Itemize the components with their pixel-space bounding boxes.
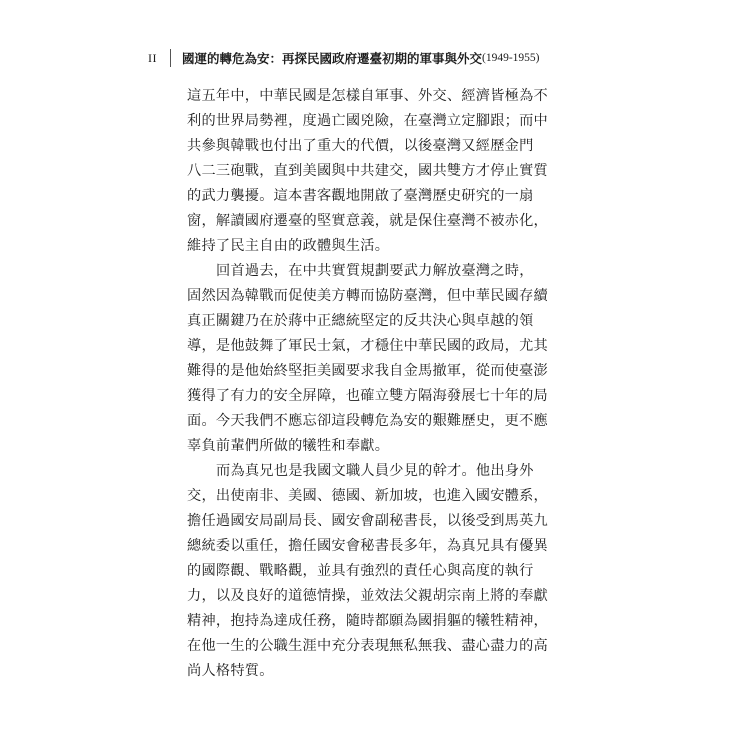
- text-line: 精神，抱持為達成任務，隨時都願為國捐軀的犧牲精神，: [187, 613, 548, 629]
- text-line: 這五年中，中華民國是怎樣自軍事、外交、經濟皆極為不: [187, 88, 548, 104]
- text-line: 總統委以重任，擔任國安會秘書長多年，為真兄具有優異: [187, 538, 548, 554]
- header-divider: [170, 49, 171, 67]
- book-title-years: (1949-1955): [482, 52, 540, 64]
- page-number: II: [148, 50, 157, 65]
- text-line: 八二三砲戰，直到美國與中共建交，國共雙方才停止實質: [187, 163, 548, 179]
- text-line: 力，以及良好的道德情操，並效法父親胡宗南上將的奉獻: [187, 588, 548, 604]
- text-line: 而為真兄也是我國文職人員少見的幹才。他出身外: [216, 463, 534, 479]
- text-line: 難得的是他始終堅拒美國要求我自金馬撤軍，從而使臺澎: [187, 363, 548, 379]
- text-line: 擔任過國安局副局長、國安會副秘書長，以後受到馬英九: [187, 513, 548, 529]
- text-line: 維持了民主自由的政體與生活。: [187, 238, 390, 254]
- text-line: 的國際觀、戰略觀，並具有強烈的責任心與高度的執行: [187, 563, 534, 579]
- text-line: 辜負前輩們所做的犧牲和奉獻。: [187, 438, 390, 454]
- text-line: 窗，解讀國府遷臺的堅實意義，就是保住臺灣不被赤化，: [187, 213, 548, 229]
- text-line: 真正關鍵乃在於蔣中正總統堅定的反共決心與卓越的領: [187, 313, 534, 329]
- text-line: 導，是他鼓舞了軍民士氣，才穩住中華民國的政局，尤其: [187, 338, 548, 354]
- text-line: 回首過去，在中共實質規劃要武力解放臺灣之時，: [216, 263, 534, 279]
- text-line: 獲得了有力的安全屏障，也確立雙方隔海發展七十年的局: [187, 388, 548, 404]
- running-head: [148, 48, 540, 68]
- body-text: [187, 84, 548, 684]
- book-title: 國運的轉危為安：再探民國政府遷臺初期的軍事與外交: [182, 51, 483, 66]
- text-line: 尚人格特質。: [187, 663, 274, 679]
- text-line: 利的世界局勢裡，度過亡國兇險，在臺灣立定腳跟；而中: [187, 113, 548, 129]
- text-line: 共參與韓戰也付出了重大的代價，以後臺灣又經歷金門: [187, 138, 534, 154]
- text-line: 的武力襲擾。這本書客觀地開啟了臺灣歷史研究的一扇: [187, 188, 534, 204]
- text-line: 固然因為韓戰而促使美方轉而協防臺灣，但中華民國存續: [187, 288, 548, 304]
- text-line: 在他一生的公職生涯中充分表現無私無我、盡心盡力的高: [187, 638, 548, 654]
- text-line: 交，出使南非、美國、德國、新加坡，也進入國安體系，: [187, 488, 548, 504]
- text-line: 面。今天我們不應忘卻這段轉危為安的艱難歷史，更不應: [187, 413, 548, 429]
